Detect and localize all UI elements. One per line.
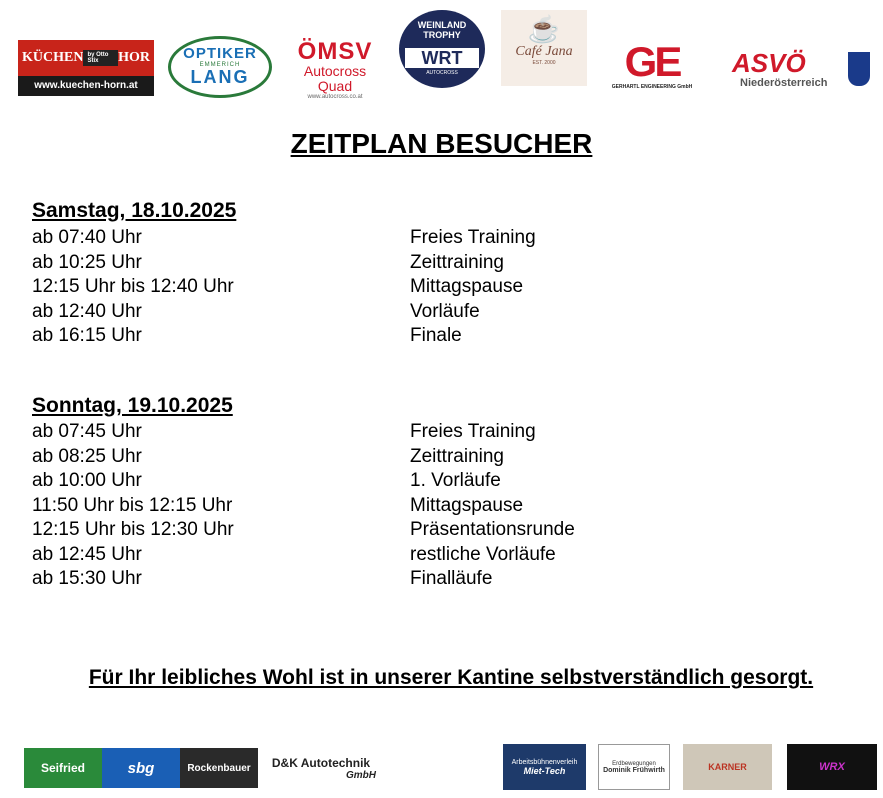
schedule-time: ab 07:45 Uhr bbox=[32, 421, 142, 442]
logo-rockenbauer: Rockenbauer bbox=[180, 748, 258, 788]
kuechen-horn-right: HOR bbox=[118, 50, 150, 65]
cafe-jana-est: EST. 2000 bbox=[532, 60, 556, 66]
schedule-time: ab 08:25 Uhr bbox=[32, 445, 142, 467]
schedule-row bbox=[32, 543, 652, 568]
schedule-event: Finalläufe bbox=[410, 568, 493, 589]
schedule-time: ab 15:30 Uhr bbox=[32, 568, 142, 589]
oemsv-line3: Quad bbox=[317, 78, 353, 94]
logo-sbg: sbg bbox=[102, 748, 180, 788]
optiker-lang-line1: OPTIKER bbox=[183, 45, 257, 62]
schedule-event: Freies Training bbox=[410, 227, 536, 248]
schedule-time: ab 10:00 Uhr bbox=[32, 470, 142, 491]
schedule-event: Präsentationsrunde bbox=[410, 519, 575, 540]
schedule-time: ab 12:40 Uhr bbox=[32, 300, 142, 322]
kuechen-horn-url: www.kuechen-horn.at bbox=[18, 76, 154, 96]
schedule-event: Zeittraining bbox=[410, 251, 504, 273]
schedule-event: Mittagspause bbox=[410, 276, 524, 297]
schedule-row bbox=[32, 226, 652, 251]
dk-line1: D&K Autotechnik bbox=[271, 755, 371, 770]
schedule-row bbox=[32, 324, 652, 349]
kuechen-horn-left: KÜCHEN bbox=[22, 50, 84, 65]
crest-icon bbox=[848, 52, 870, 86]
logo-fruehwirth bbox=[598, 744, 670, 790]
optiker-lang-line2: EMMERICH bbox=[199, 62, 241, 68]
schedule-row bbox=[32, 420, 652, 445]
schedule-event: restliche Vorläufe bbox=[410, 543, 556, 565]
schedule-row bbox=[32, 494, 652, 519]
day-heading-saturday: Samstag, 18.10.2025 bbox=[32, 199, 237, 222]
schedule-row bbox=[32, 300, 652, 325]
dk-line2: GmbH bbox=[346, 769, 376, 781]
page-title: ZEITPLAN BESUCHER bbox=[290, 128, 593, 159]
oemsv-line1: ÖMSV bbox=[297, 38, 373, 65]
schedule-row bbox=[32, 567, 652, 592]
schedule-row bbox=[32, 275, 652, 300]
schedule-row bbox=[32, 469, 652, 494]
schedule-row bbox=[32, 251, 652, 276]
gerhartl-name: GERHARTL ENGINEERING GmbH bbox=[611, 84, 693, 90]
logo-wrt bbox=[399, 10, 485, 88]
fruehwirth-line2: Dominik Frühwirth bbox=[603, 766, 665, 774]
schedule-time: 11:50 Uhr bis 12:15 Uhr bbox=[32, 494, 233, 516]
day-heading-sunday: Sonntag, 19.10.2025 bbox=[32, 394, 233, 417]
logo-miet-tech bbox=[503, 744, 586, 790]
optiker-lang-line3: LANG bbox=[190, 67, 250, 87]
schedule-event: Vorläufe bbox=[410, 300, 480, 322]
schedule-event: Zeittraining bbox=[410, 445, 504, 467]
miettech-line2: Miet-Tech bbox=[523, 765, 566, 776]
schedule-time: ab 10:25 Uhr bbox=[32, 251, 142, 273]
logo-karner: KARNER bbox=[683, 744, 772, 790]
logo-optiker-lang bbox=[168, 36, 272, 98]
asvo-name: ASVÖ bbox=[732, 48, 806, 78]
gerhartl-mark: GE bbox=[624, 38, 680, 85]
kuechen-horn-mid: by Otto Stix bbox=[83, 50, 118, 66]
logo-oemsv bbox=[285, 40, 385, 102]
schedule-row bbox=[32, 518, 652, 543]
logo-wrx: WRX bbox=[787, 744, 877, 790]
fruehwirth-line1: Erdbewegungen bbox=[612, 760, 656, 767]
oemsv-url: www.autocross.co.at bbox=[307, 94, 363, 100]
schedule-event: Freies Training bbox=[410, 421, 536, 442]
logo-gerhartl bbox=[606, 40, 698, 100]
wrt-line3: AUTOCROSS bbox=[426, 70, 458, 76]
logo-seifried: Seifried bbox=[24, 748, 102, 788]
schedule-event: Mittagspause bbox=[410, 494, 524, 516]
wrt-line1: WEINLAND TROPHY bbox=[417, 20, 467, 40]
logo-kuechen-horn bbox=[18, 40, 154, 96]
schedule-time: ab 07:40 Uhr bbox=[32, 227, 142, 248]
wrt-line2: WRT bbox=[405, 48, 479, 68]
schedule-time: 12:15 Uhr bis 12:40 Uhr bbox=[32, 276, 234, 297]
schedule-time: ab 16:15 Uhr bbox=[32, 325, 142, 346]
logo-asvo bbox=[718, 50, 874, 92]
coffee-cup-icon: ☕ bbox=[527, 14, 561, 44]
kantine-note: Für Ihr leibliches Wohl ist in unserer Kantine selbstverständlich gesorgt. bbox=[88, 666, 814, 689]
logo-cafe-jana bbox=[501, 10, 587, 86]
miettech-line1: Arbeitsbühnenverleih bbox=[511, 758, 578, 766]
logo-dk-autotechnik bbox=[266, 748, 376, 788]
schedule-row bbox=[32, 445, 652, 470]
cafe-jana-name: Café Jana bbox=[515, 44, 573, 59]
schedule-event: 1. Vorläufe bbox=[410, 470, 501, 491]
schedule-event: Finale bbox=[410, 325, 462, 346]
schedule-time: ab 12:45 Uhr bbox=[32, 543, 142, 565]
asvo-region: Niederösterreich bbox=[740, 77, 828, 89]
oemsv-line2: Autocross bbox=[303, 63, 367, 79]
schedule-time: 12:15 Uhr bis 12:30 Uhr bbox=[32, 519, 234, 540]
